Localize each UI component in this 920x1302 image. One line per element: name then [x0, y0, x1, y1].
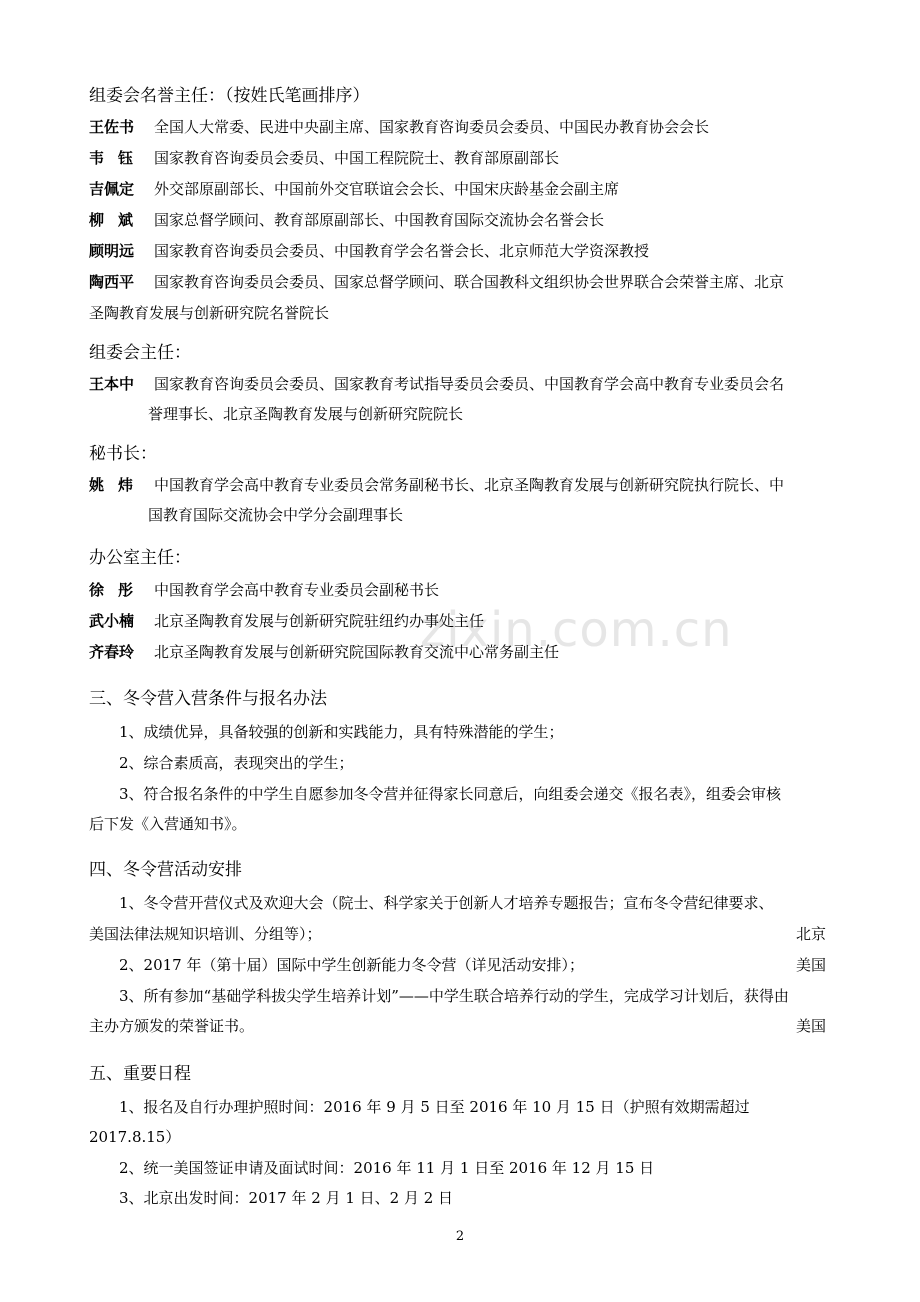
person-desc: 北京圣陶教育发展与创新研究院国际教育交流中心常务副主任: [154, 643, 560, 661]
section-4-heading: 四、冬令营活动安排: [89, 860, 242, 880]
sec4-item-1: 1、冬令营开营仪式及欢迎大会（院士、科学家关于创新人才培养专题报告；宣布冬令营纪律要求、: [119, 894, 774, 912]
person-name: 柳斌: [89, 211, 148, 229]
person-name: 姚炜: [89, 476, 148, 494]
location-label: 美国: [795, 1017, 826, 1035]
sec5-item-1-continued: 2017.8.15）: [89, 1128, 181, 1146]
page-number: 2: [455, 1229, 465, 1244]
sec4-item-1-continued: 美国法律法规知识培训、分组等）；: [89, 925, 322, 943]
sec3-item-3: 3、符合报名条件的中学生自愿参加冬令营并征得家长同意后，向组委会递交《报名表》，组委会审核: [119, 785, 782, 803]
section-3-heading: 三、冬令营入营条件与报名办法: [89, 689, 327, 709]
person-desc: 全国人大常委、民进中央副主席、国家教育咨询委员会委员、中国民办教育协会会长: [154, 118, 710, 136]
sec3-item-1: 1、成绩优异，具备较强的创新和实践能力，具有特殊潜能的学生；: [119, 723, 564, 741]
sec4-item-3: 3、所有参加“基础学科拔尖学生培养计划”——中学生联合培养行动的学生，完成学习计划后，获得由: [119, 987, 789, 1005]
sec5-item-3: 3、北京出发时间：2017 年 2 月 1 日、2 月 2 日: [119, 1189, 454, 1207]
person-name: 武小楠: [89, 612, 135, 630]
secretary-heading: 秘书长：: [89, 444, 157, 464]
person-name: 吉佩定: [89, 180, 135, 198]
chair-heading: 组委会主任：: [89, 343, 191, 363]
person-desc-continued: 誉理事长、北京圣陶教育发展与创新研究院院长: [148, 405, 464, 423]
person-desc: 北京圣陶教育发展与创新研究院驻纽约办事处主任: [154, 612, 485, 630]
person-desc: 国家教育咨询委员会委员、中国工程院院士、教育部原副部长: [154, 149, 560, 167]
person-name: 王本中: [89, 375, 135, 393]
person-desc: 中国教育学会高中教育专业委员会副秘书长: [154, 581, 440, 599]
watermark: zixin.com.cn: [420, 602, 733, 658]
section-5-heading: 五、重要日程: [89, 1064, 191, 1084]
person-desc: 国家教育咨询委员会委员、国家总督学顾问、联合国教科文组织协会世界联合会荣誉主席、北京: [154, 273, 785, 291]
person-name: 齐春玲: [89, 643, 135, 661]
sec3-item-2: 2、综合素质高，表现突出的学生；: [119, 754, 354, 772]
person-desc: 国家教育咨询委员会委员、中国教育学会名誉会长、北京师范大学资深教授: [154, 242, 650, 260]
person-desc-continued: 国教育国际交流协会中学分会副理事长: [148, 506, 404, 524]
sec5-item-2: 2、统一美国签证申请及面试时间：2016 年 11 月 1 日至 2016 年 12 月 15 日: [119, 1159, 655, 1177]
person-name: 韦钰: [89, 149, 148, 167]
person-desc: 国家教育咨询委员会委员、国家教育考试指导委员会委员、中国教育学会高中教育专业委员会名: [154, 375, 785, 393]
sec4-item-2: 2、2017 年（第十届）国际中学生创新能力冬令营（详见活动安排）；: [119, 956, 584, 974]
location-label: 美国: [795, 956, 826, 974]
honorary-heading: 组委会名誉主任：（按姓氏笔画排序）: [89, 86, 370, 106]
person-name: 徐彤: [89, 581, 148, 599]
person-desc: 中国教育学会高中教育专业委员会常务副秘书长、北京圣陶教育发展与创新研究院执行院长、中: [154, 476, 785, 494]
person-name: 王佐书: [89, 118, 135, 136]
person-desc: 国家总督学顾问、教育部原副部长、中国教育国际交流协会名誉会长: [154, 211, 605, 229]
sec5-item-1: 1、报名及自行办理护照时间：2016 年 9 月 5 日至 2016 年 10 月 15 日（护照有效期需超过: [119, 1098, 750, 1116]
office-heading: 办公室主任：: [89, 548, 191, 568]
person-desc: 外交部原副部长、中国前外交官联谊会会长、中国宋庆龄基金会副主席: [154, 180, 620, 198]
sec3-item-3-continued: 后下发《入营通知书》。: [89, 815, 247, 833]
person-name: 陶西平: [89, 273, 135, 291]
person-desc-continued: 圣陶教育发展与创新研究院名誉院长: [89, 304, 330, 322]
sec4-item-3-continued: 主办方颁发的荣誉证书。: [89, 1017, 255, 1035]
location-label: 北京: [795, 925, 826, 943]
person-name: 顾明远: [89, 242, 135, 260]
